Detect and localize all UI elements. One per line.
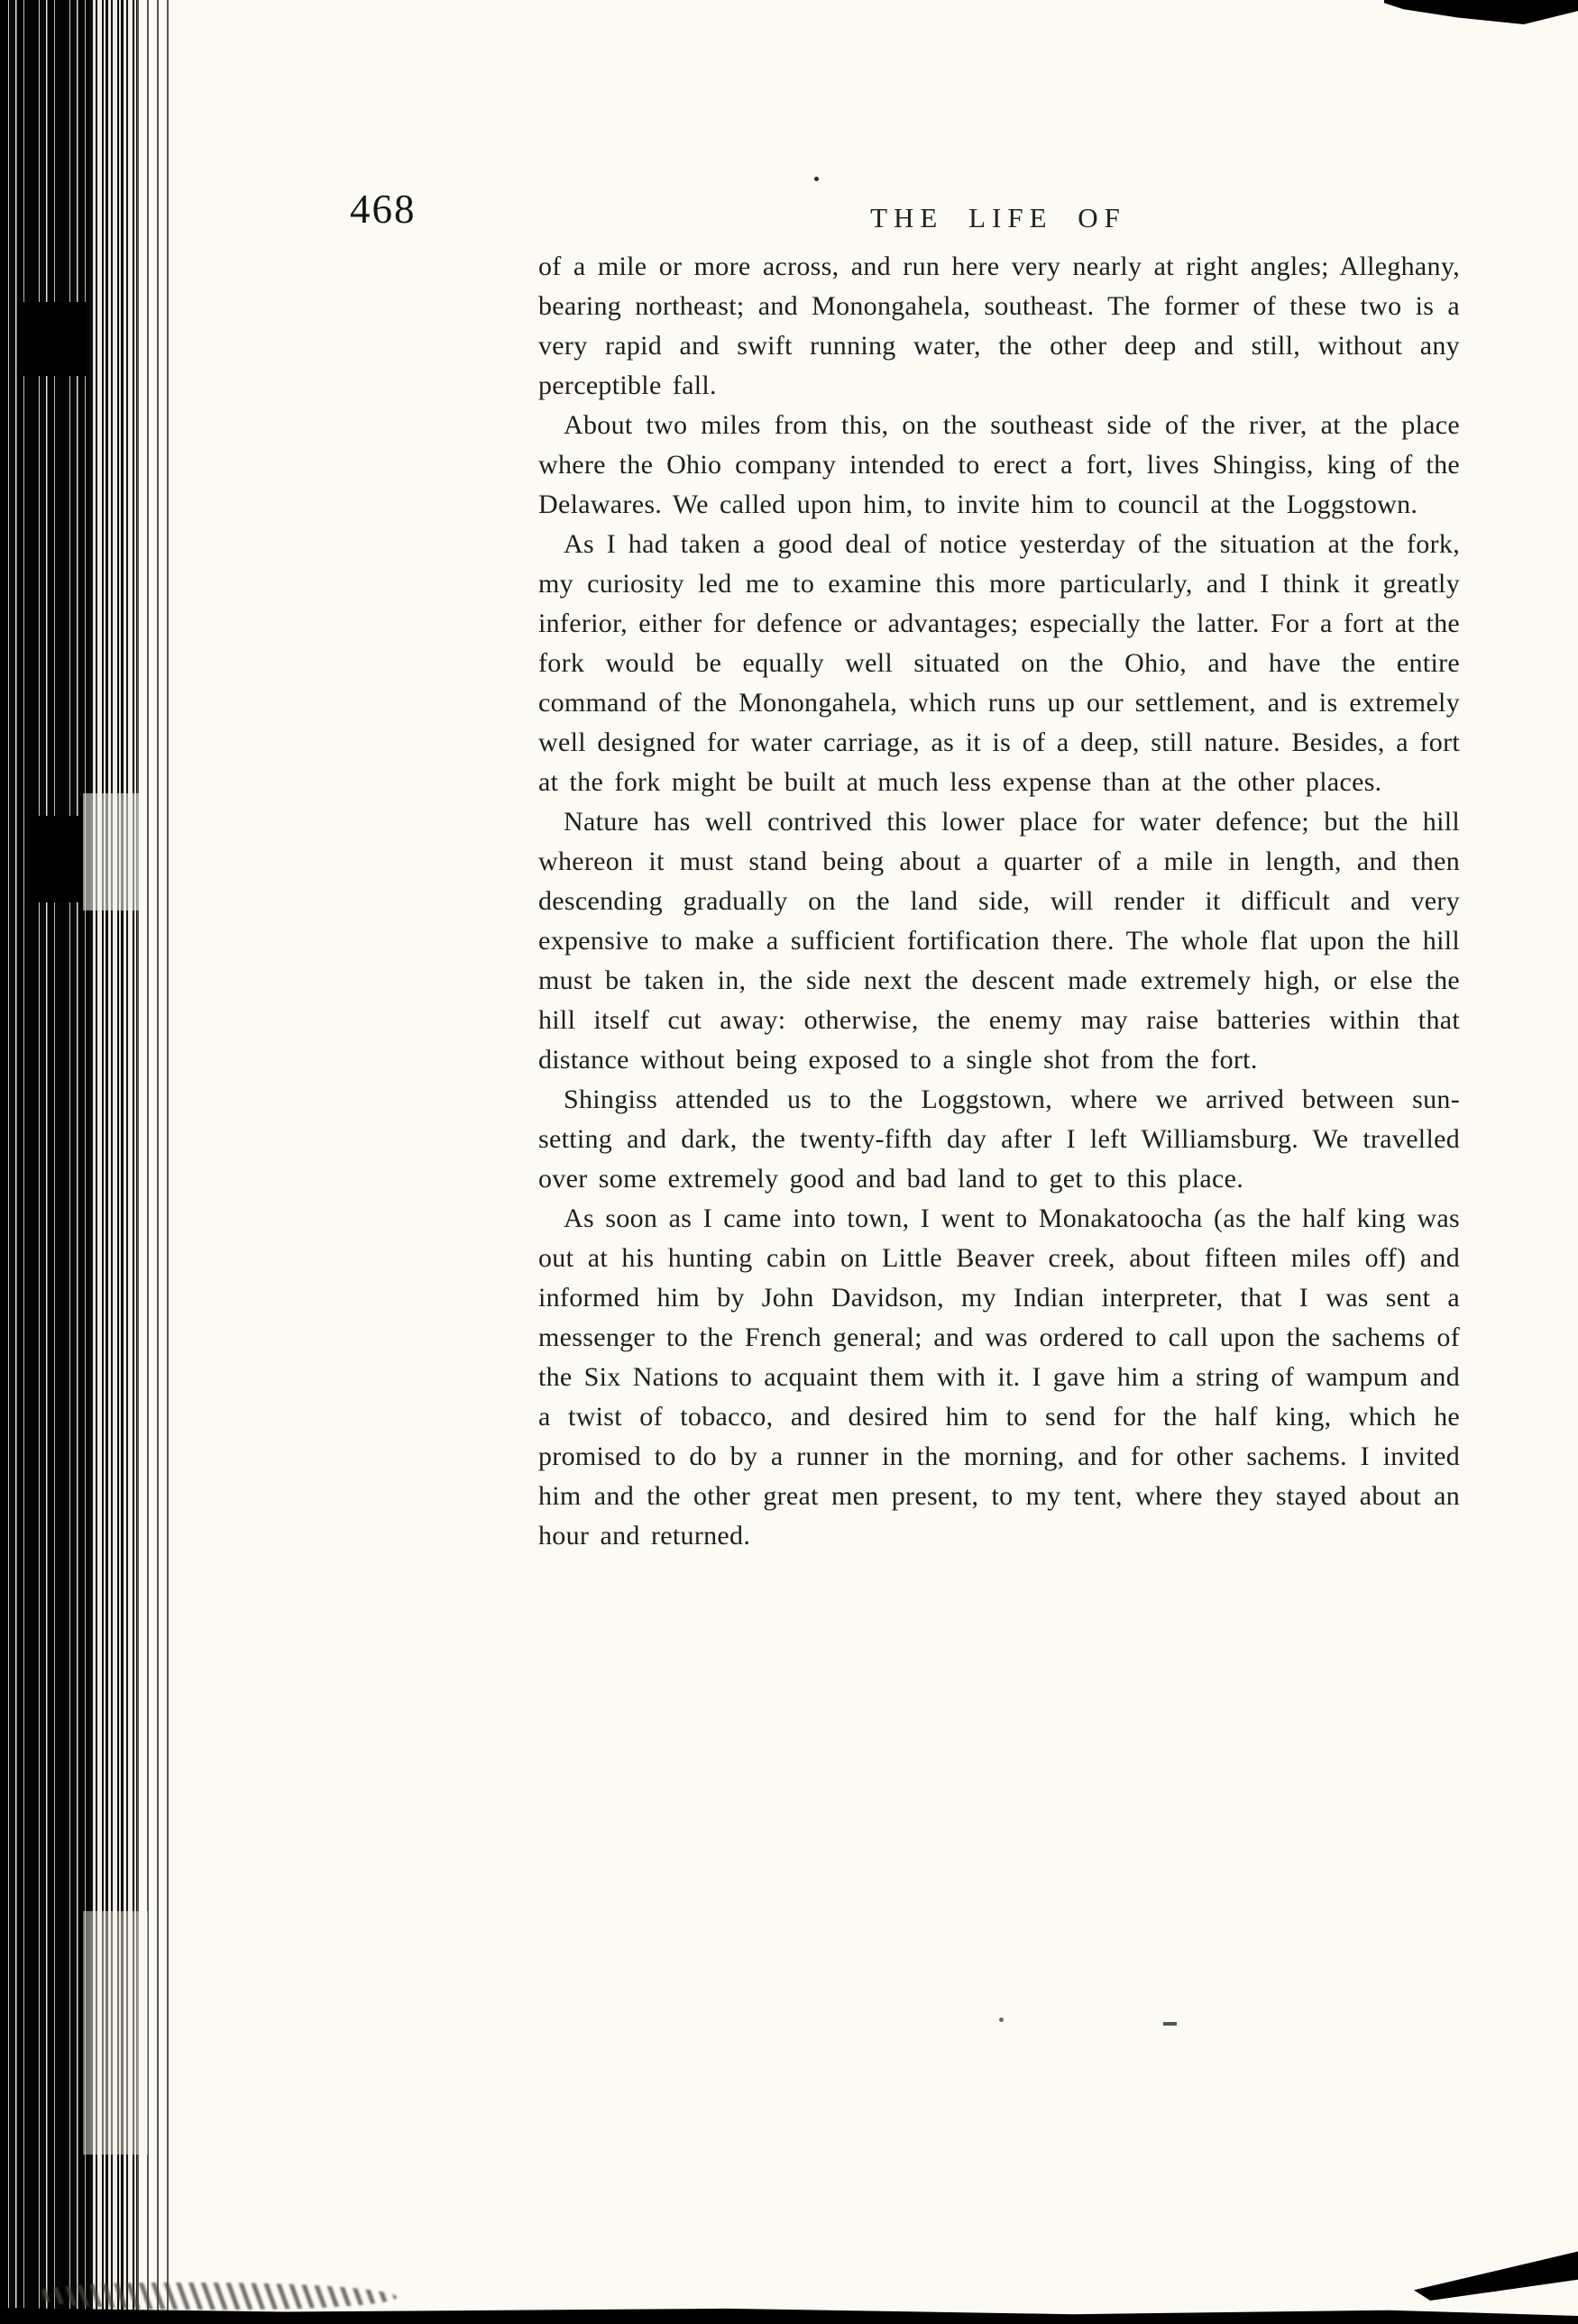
ink-dash — [1163, 2022, 1177, 2026]
binding-light-patch — [83, 793, 139, 910]
top-corner-scan-mark — [1384, 0, 1578, 24]
book-binding-scan-artifact — [0, 0, 173, 2324]
binding-light-patch — [83, 1911, 148, 2155]
body-paragraph: of a mile or more across, and run here very nearly at right angles; Alleghany, bearing northeast; and Monongahela, southeast. The former of these two is a very rapid and swift running water, the other deep and still, without any perceptible fall. — [538, 252, 1460, 400]
bottom-left-scan-smudge — [36, 2283, 397, 2310]
running-header: THE LIFE OF — [870, 202, 1126, 233]
body-paragraph: Shingiss attended us to the Loggstown, where we arrived between sun-setting and dark, the twenty-fifth day after I left Williamsburg. We travelled over some extremely good and bad land to get to this place. — [538, 1084, 1460, 1194]
ink-dot — [814, 177, 819, 181]
body-paragraph: Nature has well contrived this lower place for water defence; but the hill whereon it must stand being about a quarter of a mile in length, and then descending gradually on the land side, will render it difficult and very expensive to make a sufficient fortification there. The whole flat upon the hill must be taken in, the side next the descent made extremely high, or else the hill itself cut away: otherwise, the enemy may raise batteries within that distance without being exposed to a single shot from the fort. — [538, 807, 1460, 1075]
page-number: 468 — [350, 187, 417, 232]
binding-dark-blob — [18, 302, 87, 376]
body-paragraph: As soon as I came into town, I went to Monakatoocha (as the half king was out at his hunting cabin on Little Beaver creek, about fifteen miles off) and informed him by John Davidson, my Indian interpreter, that I was sent a messenger to the French general; and was ordered to call upon the sachems of the Six Nations to acquaint them with it. I gave him a string of wampum and a twist of tobacco, and desired him to send for the half king, which he promised to do by a runner in the morning, and for other sachems. I invited him and the other great men present, to my tent, where they stayed about an hour and returned. — [538, 1203, 1460, 1551]
body-paragraph: About two miles from this, on the southeast side of the river, at the place where the Ohio company intended to erect a fort, lives Shingiss, king of the Delawares. We called upon him, to invite him to council at the Loggstown. — [538, 410, 1460, 519]
binding-dark-blob — [31, 816, 81, 902]
bottom-edge-scan-band — [0, 2308, 1578, 2324]
body-text — [538, 247, 1460, 1556]
ink-dot — [999, 2017, 1004, 2022]
body-paragraph: As I had taken a good deal of notice yesterday of the situation at the fork, my curiosity led me to examine this more particularly, and I think it greatly inferior, either for defence or advantages; especially the latter. For a fort at the fork would be equally well situated on the Ohio, and have the entire command of the Monongahela, which runs up our settlement, and is extremely well designed for water carriage, as it is of a deep, still nature. Besides, a fort at the fork might be built at much less expense than at the other places. — [538, 529, 1460, 797]
bottom-corner-scan-wedge — [1414, 2248, 1578, 2301]
